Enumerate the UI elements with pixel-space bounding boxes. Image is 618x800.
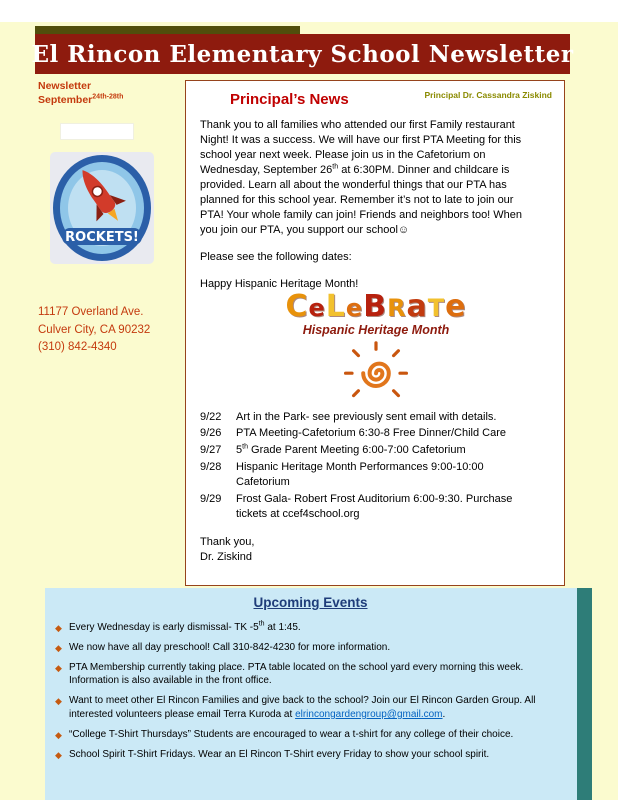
teal-side-strip [577,588,592,800]
masthead [31,26,574,74]
newsletter-issue-label [38,80,184,107]
list-item [55,641,566,655]
celebrate-letter: T [427,293,446,322]
event-date: 9/29 [200,492,222,505]
blank-label-box [60,123,134,140]
event-row [200,443,552,458]
celebrate-letter: L [325,288,346,324]
celebrate-title [200,288,552,324]
list-item [55,728,566,742]
event-row [200,492,552,522]
closing-line1: Thank you, [200,535,255,548]
paragraph-part1: Thank you to all families who attended our first Family restaurant Night! It was a success. We will have our first PTA Meeting for this school year next week. Please join us in the Cafetorium on Wednesday, September 26 [200,119,522,176]
masthead-banner [31,34,574,74]
event-text-part: Grade Parent Meeting 6:00-7:00 Cafetorium [247,444,466,457]
events-list [200,410,552,522]
diamond-bullet-icon: ◆ [55,749,62,760]
event-text: PTA Meeting-Cafetorium 6:30-8 Free Dinner/Child Care [236,427,507,440]
bullet-text: PTA Membership currently taking place. PTA table located on the school yard every morning this week. Information is also available in the front office. [69,661,524,687]
heritage-line: Happy Hispanic Heritage Month! [200,277,359,290]
bullet-text: We now have all day preschool! Call 310-842-4230 for more information. [69,641,391,653]
event-text: Art in the Park- see previously sent email with details. [236,410,497,423]
paragraph-part2: at 6:30PM. Dinner and childcare is provided. Learn all about the wonderful things that our PTA has planned for this school year. Remember it’s not to late to join our PTA! Your whole family can join! Friends and neighbors too! When you join our PTA, you support our school☺ [200,163,523,236]
celebrate-letter: B [363,288,388,324]
principal-paragraph [200,118,536,238]
event-text: Frost Gala- Robert Frost Auditorium 6:00-9:30. Purchase tickets at ccef4school.org [236,492,513,520]
event-date: 9/26 [200,427,222,440]
event-row [200,460,552,490]
celebrate-letter: a [406,288,428,324]
address-line2: Culver City, CA 90232 [38,323,151,336]
event-text [236,443,540,458]
rockets-logo-text: ROCKETS! [65,230,139,246]
principal-news-header [200,89,552,108]
upcoming-events-panel [45,588,592,800]
address-line1: 11177 Overland Ave. [38,306,144,319]
issue-label-line1: Newsletter [38,80,92,92]
rockets-logo [50,152,154,264]
event-text: Hispanic Heritage Month Performances 9:00-10:00 Cafetorium [236,461,484,488]
event-date: 9/22 [200,410,222,423]
event-row [200,426,552,441]
issue-label-line2 [38,94,184,108]
event-row [200,410,552,425]
bullet-text-part: Every Wednesday is early dismissal- TK -5 [69,622,259,633]
bullet-text-part: . [442,708,446,720]
celebrate-letter: R [387,293,407,322]
superscript-th: th [332,163,339,171]
bullet-text-part: at 1:45. [264,622,301,633]
diamond-bullet-icon: ◆ [55,623,62,633]
bullet-text-part: Want to meet other El Rincon Families and give back to the school? Join our El Rincon Garden Group. All interested volunteers please email Terra Kuroda at [69,695,536,720]
list-item [55,694,566,722]
school-address [38,304,184,356]
bullet-text [69,694,566,722]
superscript-th: th [258,620,265,628]
newsletter-title: El Rincon Elementary School Newsletter [31,40,574,68]
principal-news-box [185,80,565,586]
diamond-bullet-icon: ◆ [55,696,62,707]
bullet-text: “College T-Shirt Thursdays” Students are encouraged to wear a t-shirt for any college of their choice. [69,728,514,740]
superscript-th: th [242,443,248,451]
bullet-text [69,621,566,635]
diamond-bullet-icon: ◆ [55,729,62,740]
event-date: 9/28 [200,461,222,474]
upcoming-events-heading: Upcoming Events [253,595,368,610]
event-text-part: 5 [236,444,243,457]
rockets-logo-icon [50,152,154,264]
upcoming-events-list [55,621,566,761]
garden-group-email-link[interactable]: elrincongardengroup@gmail.com [295,708,443,720]
dates-intro: Please see the following dates: [200,250,352,263]
closing-line2: Dr. Ziskind [200,550,252,563]
celebrate-letter: e [445,288,467,324]
principal-news-heading: Principal’s News [230,91,349,108]
list-item [55,748,566,762]
celebrate-letter: C [285,288,309,324]
sidebar [38,80,184,356]
issue-dates-superscript: 24th-28th [92,93,124,101]
event-date: 9/27 [200,444,222,457]
list-item [55,661,566,689]
diamond-bullet-icon: ◆ [55,642,62,653]
list-item [55,621,566,635]
diamond-bullet-icon: ◆ [55,662,62,673]
bullet-text: School Spirit T-Shirt Fridays. Wear an El Rincon T-Shirt every Friday to show your school spirit. [69,748,490,760]
celebrate-letter: e [308,293,326,322]
closing [200,535,552,566]
address-line3: (310) 842-4340 [38,340,117,353]
celebrate-graphic [200,288,552,402]
celebrate-subtitle: Hispanic Heritage Month [302,322,450,337]
issue-month: September [38,93,93,106]
principal-name-label: Principal Dr. Cassandra Ziskind [424,90,552,100]
sun-spiral-icon [200,338,552,402]
celebrate-letter: e [345,293,364,322]
